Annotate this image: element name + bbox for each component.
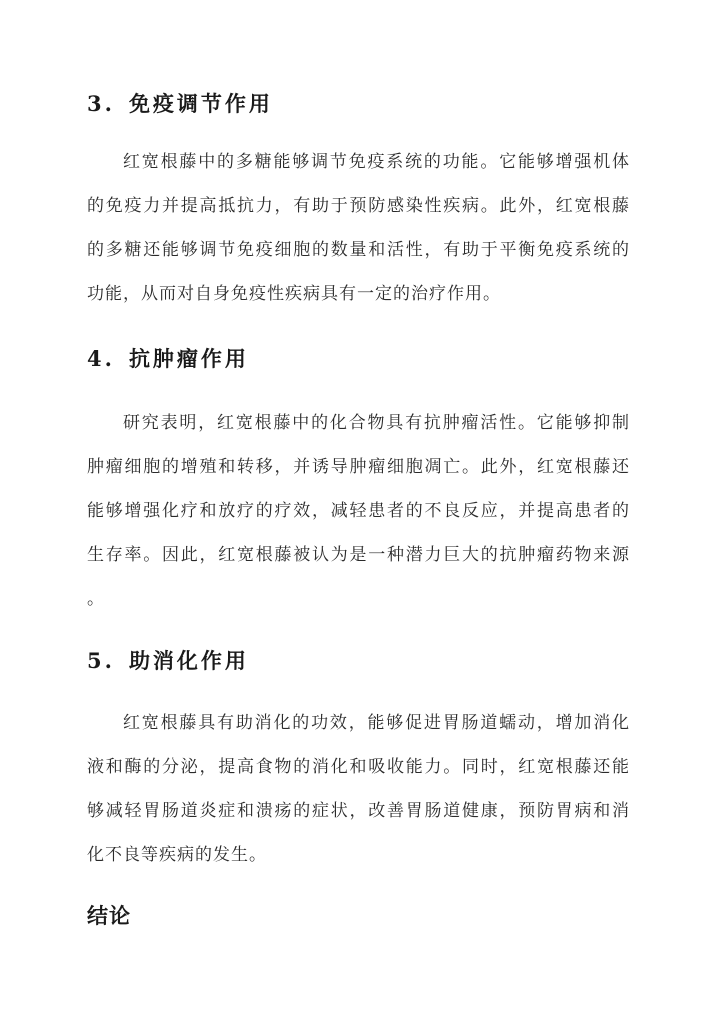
text-line: 肿瘤细胞的增殖和转移，并诱导肿瘤细胞凋亡。此外，红宽根藤还 (87, 457, 630, 477)
section-title: 助消化作用 (128, 648, 249, 673)
section-heading-3 (87, 88, 273, 118)
text-line: 。 (87, 589, 105, 609)
text-line: 的免疫力并提高抵抗力，有助于预防感染性疾病。此外，红宽根藤 (87, 196, 630, 216)
section-number: 4. (87, 346, 115, 371)
section-heading-5 (87, 645, 249, 675)
paragraph-digestion (87, 701, 630, 877)
text-line: 生存率。因此，红宽根藤被认为是一种潜力巨大的抗肿瘤药物来源 (87, 545, 630, 565)
section-title: 抗肿瘤作用 (128, 346, 249, 371)
text-line: 功能，从而对自身免疫性疾病具有一定的治疗作用。 (87, 284, 501, 304)
conclusion-heading: 结论 (87, 903, 131, 928)
text-line: 红宽根藤中的多糖能够调节免疫系统的功能。它能够增强机体 (123, 152, 630, 172)
paragraph-antitumor (87, 401, 630, 621)
text-line: 红宽根藤具有助消化的功效，能够促进胃肠道蠕动，增加消化 (123, 713, 630, 733)
section-number: 5. (87, 648, 115, 673)
section-heading-4 (87, 343, 249, 373)
text-line: 化不良等疾病的发生。 (87, 845, 267, 865)
text-line: 能够增强化疗和放疗的疗效，减轻患者的不良反应，并提高患者的 (87, 501, 630, 521)
text-line: 液和酶的分泌，提高食物的消化和吸收能力。同时，红宽根藤还能 (87, 757, 630, 777)
section-title: 免疫调节作用 (128, 91, 273, 116)
text-line: 的多糖还能够调节免疫细胞的数量和活性，有助于平衡免疫系统的 (87, 240, 630, 260)
text-line: 研究表明，红宽根藤中的化合物具有抗肿瘤活性。它能够抑制 (123, 413, 630, 433)
section-number: 3. (87, 91, 115, 116)
paragraph-immune (87, 140, 630, 316)
text-line: 够减轻胃肠道炎症和溃疡的症状，改善胃肠道健康，预防胃病和消 (87, 801, 630, 821)
